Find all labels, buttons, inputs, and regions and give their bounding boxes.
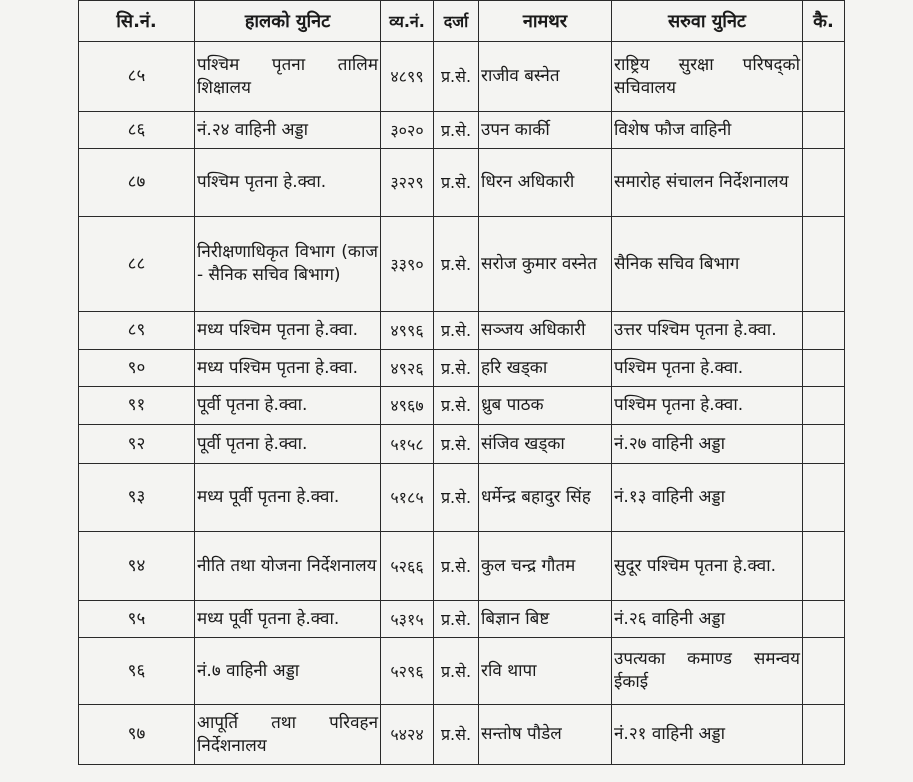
row-rank: प्र.से. — [434, 112, 479, 149]
table-row — [79, 217, 845, 312]
row-sn: ९४ — [79, 532, 195, 601]
row-remarks — [803, 149, 845, 217]
row-new-unit: उत्तर पश्चिम पृतना हे.क्वा. — [612, 312, 803, 350]
row-sn: ८६ — [79, 112, 195, 149]
row-remarks — [803, 705, 845, 765]
row-new-unit: सैनिक सचिव बिभाग — [612, 217, 803, 312]
row-sn: ९३ — [79, 464, 195, 532]
row-sn: ९७ — [79, 705, 195, 765]
row-remarks — [803, 217, 845, 312]
row-name: कुल चन्द्र गौतम — [479, 532, 612, 601]
header-personal-no: व्य.नं. — [381, 1, 434, 42]
row-current-unit: मध्य पश्चिम पृतना हे.क्वा. — [195, 312, 381, 350]
row-rank: प्र.से. — [434, 705, 479, 765]
row-new-unit: उपत्यका कमाण्ड समन्वय ईकाई — [612, 638, 803, 705]
row-personal-no: ५२६६ — [381, 532, 434, 601]
row-name: रवि थापा — [479, 638, 612, 705]
header-current-unit: हालको युनिट — [195, 1, 381, 42]
row-sn: ८५ — [79, 42, 195, 112]
row-current-unit: मध्य पूर्वी पृतना हे.क्वा. — [195, 601, 381, 638]
row-new-unit: पश्चिम पृतना हे.क्वा. — [612, 350, 803, 387]
table-header-row — [79, 1, 845, 42]
row-new-unit: नं.२७ वाहिनी अड्डा — [612, 425, 803, 464]
table-row — [79, 312, 845, 350]
row-new-unit: नं.१३ वाहिनी अड्डा — [612, 464, 803, 532]
row-rank: प्र.से. — [434, 464, 479, 532]
row-current-unit: पश्चिम पृतना हे.क्वा. — [195, 149, 381, 217]
row-sn: ९५ — [79, 601, 195, 638]
row-personal-no: ३२२९ — [381, 149, 434, 217]
row-remarks — [803, 350, 845, 387]
table-row — [79, 425, 845, 464]
row-rank: प्र.से. — [434, 350, 479, 387]
row-remarks — [803, 387, 845, 425]
row-name: धिरन अधिकारी — [479, 149, 612, 217]
row-personal-no: ३०२० — [381, 112, 434, 149]
row-sn: ९१ — [79, 387, 195, 425]
row-sn: ९० — [79, 350, 195, 387]
row-sn: ८९ — [79, 312, 195, 350]
row-new-unit: समारोह संचालन निर्देशनालय — [612, 149, 803, 217]
row-remarks — [803, 532, 845, 601]
row-remarks — [803, 312, 845, 350]
transfer-table — [78, 0, 845, 765]
row-rank: प्र.से. — [434, 532, 479, 601]
row-remarks — [803, 425, 845, 464]
row-current-unit: निरीक्षणाधिकृत विभाग (काज - सैनिक सचिव बिभाग) — [195, 217, 381, 312]
row-rank: प्र.से. — [434, 601, 479, 638]
table-row — [79, 387, 845, 425]
row-new-unit: नं.२६ वाहिनी अड्डा — [612, 601, 803, 638]
table-row — [79, 705, 845, 765]
row-personal-no: ४९२६ — [381, 350, 434, 387]
row-remarks — [803, 638, 845, 705]
row-name: सञ्जय अधिकारी — [479, 312, 612, 350]
row-name: ध्रुब पाठक — [479, 387, 612, 425]
row-rank: प्र.से. — [434, 387, 479, 425]
header-remarks: कै. — [803, 1, 845, 42]
table-row — [79, 601, 845, 638]
row-rank: प्र.से. — [434, 42, 479, 112]
table-row — [79, 149, 845, 217]
row-name: हरि खड्का — [479, 350, 612, 387]
row-personal-no: ५१८५ — [381, 464, 434, 532]
row-current-unit: नीति तथा योजना निर्देशनालय — [195, 532, 381, 601]
row-remarks — [803, 601, 845, 638]
row-new-unit: विशेष फौज वाहिनी — [612, 112, 803, 149]
row-remarks — [803, 112, 845, 149]
row-personal-no: ४८९९ — [381, 42, 434, 112]
row-current-unit: मध्य पूर्वी पृतना हे.क्वा. — [195, 464, 381, 532]
row-new-unit: सुदूर पश्चिम पृतना हे.क्वा. — [612, 532, 803, 601]
row-new-unit: पश्चिम पृतना हे.क्वा. — [612, 387, 803, 425]
row-rank: प्र.से. — [434, 638, 479, 705]
row-personal-no: ५१५८ — [381, 425, 434, 464]
table-row — [79, 638, 845, 705]
row-rank: प्र.से. — [434, 425, 479, 464]
row-current-unit: पश्चिम पृतना तालिम शिक्षालय — [195, 42, 381, 112]
row-personal-no: ३३९० — [381, 217, 434, 312]
row-current-unit: नं.७ वाहिनी अड्डा — [195, 638, 381, 705]
row-current-unit: पूर्वी पृतना हे.क्वा. — [195, 425, 381, 464]
row-remarks — [803, 464, 845, 532]
row-sn: ८८ — [79, 217, 195, 312]
header-sn: सि.नं. — [79, 1, 195, 42]
table-body — [79, 42, 845, 765]
header-name: नामथर — [479, 1, 612, 42]
table-row — [79, 464, 845, 532]
row-current-unit: आपूर्ति तथा परिवहन निर्देशनालय — [195, 705, 381, 765]
row-personal-no: ४९९६ — [381, 312, 434, 350]
header-rank: दर्जा — [434, 1, 479, 42]
table-row — [79, 532, 845, 601]
row-remarks — [803, 42, 845, 112]
row-rank: प्र.से. — [434, 217, 479, 312]
row-name: सन्तोष पौडेल — [479, 705, 612, 765]
row-sn: ८७ — [79, 149, 195, 217]
table-row — [79, 350, 845, 387]
row-personal-no: ५४२४ — [381, 705, 434, 765]
row-sn: ९६ — [79, 638, 195, 705]
row-rank: प्र.से. — [434, 149, 479, 217]
table-row — [79, 42, 845, 112]
table-row — [79, 112, 845, 149]
row-new-unit: नं.२१ वाहिनी अड्डा — [612, 705, 803, 765]
row-sn: ९२ — [79, 425, 195, 464]
row-personal-no: ५३१५ — [381, 601, 434, 638]
row-name: राजीव बस्नेत — [479, 42, 612, 112]
row-name: संजिव खड्का — [479, 425, 612, 464]
row-rank: प्र.से. — [434, 312, 479, 350]
row-name: बिज्ञान बिष्ट — [479, 601, 612, 638]
row-current-unit: मध्य पश्चिम पृतना हे.क्वा. — [195, 350, 381, 387]
row-new-unit: राष्ट्रिय सुरक्षा परिषद्को सचिवालय — [612, 42, 803, 112]
row-personal-no: ५२९६ — [381, 638, 434, 705]
row-name: उपन कार्की — [479, 112, 612, 149]
row-name: धर्मेन्द्र बहादुर सिंह — [479, 464, 612, 532]
row-current-unit: नं.२४ वाहिनी अड्डा — [195, 112, 381, 149]
row-current-unit: पूर्वी पृतना हे.क्वा. — [195, 387, 381, 425]
row-personal-no: ४९६७ — [381, 387, 434, 425]
row-name: सरोज कुमार वस्नेत — [479, 217, 612, 312]
header-new-unit: सरुवा युनिट — [612, 1, 803, 42]
